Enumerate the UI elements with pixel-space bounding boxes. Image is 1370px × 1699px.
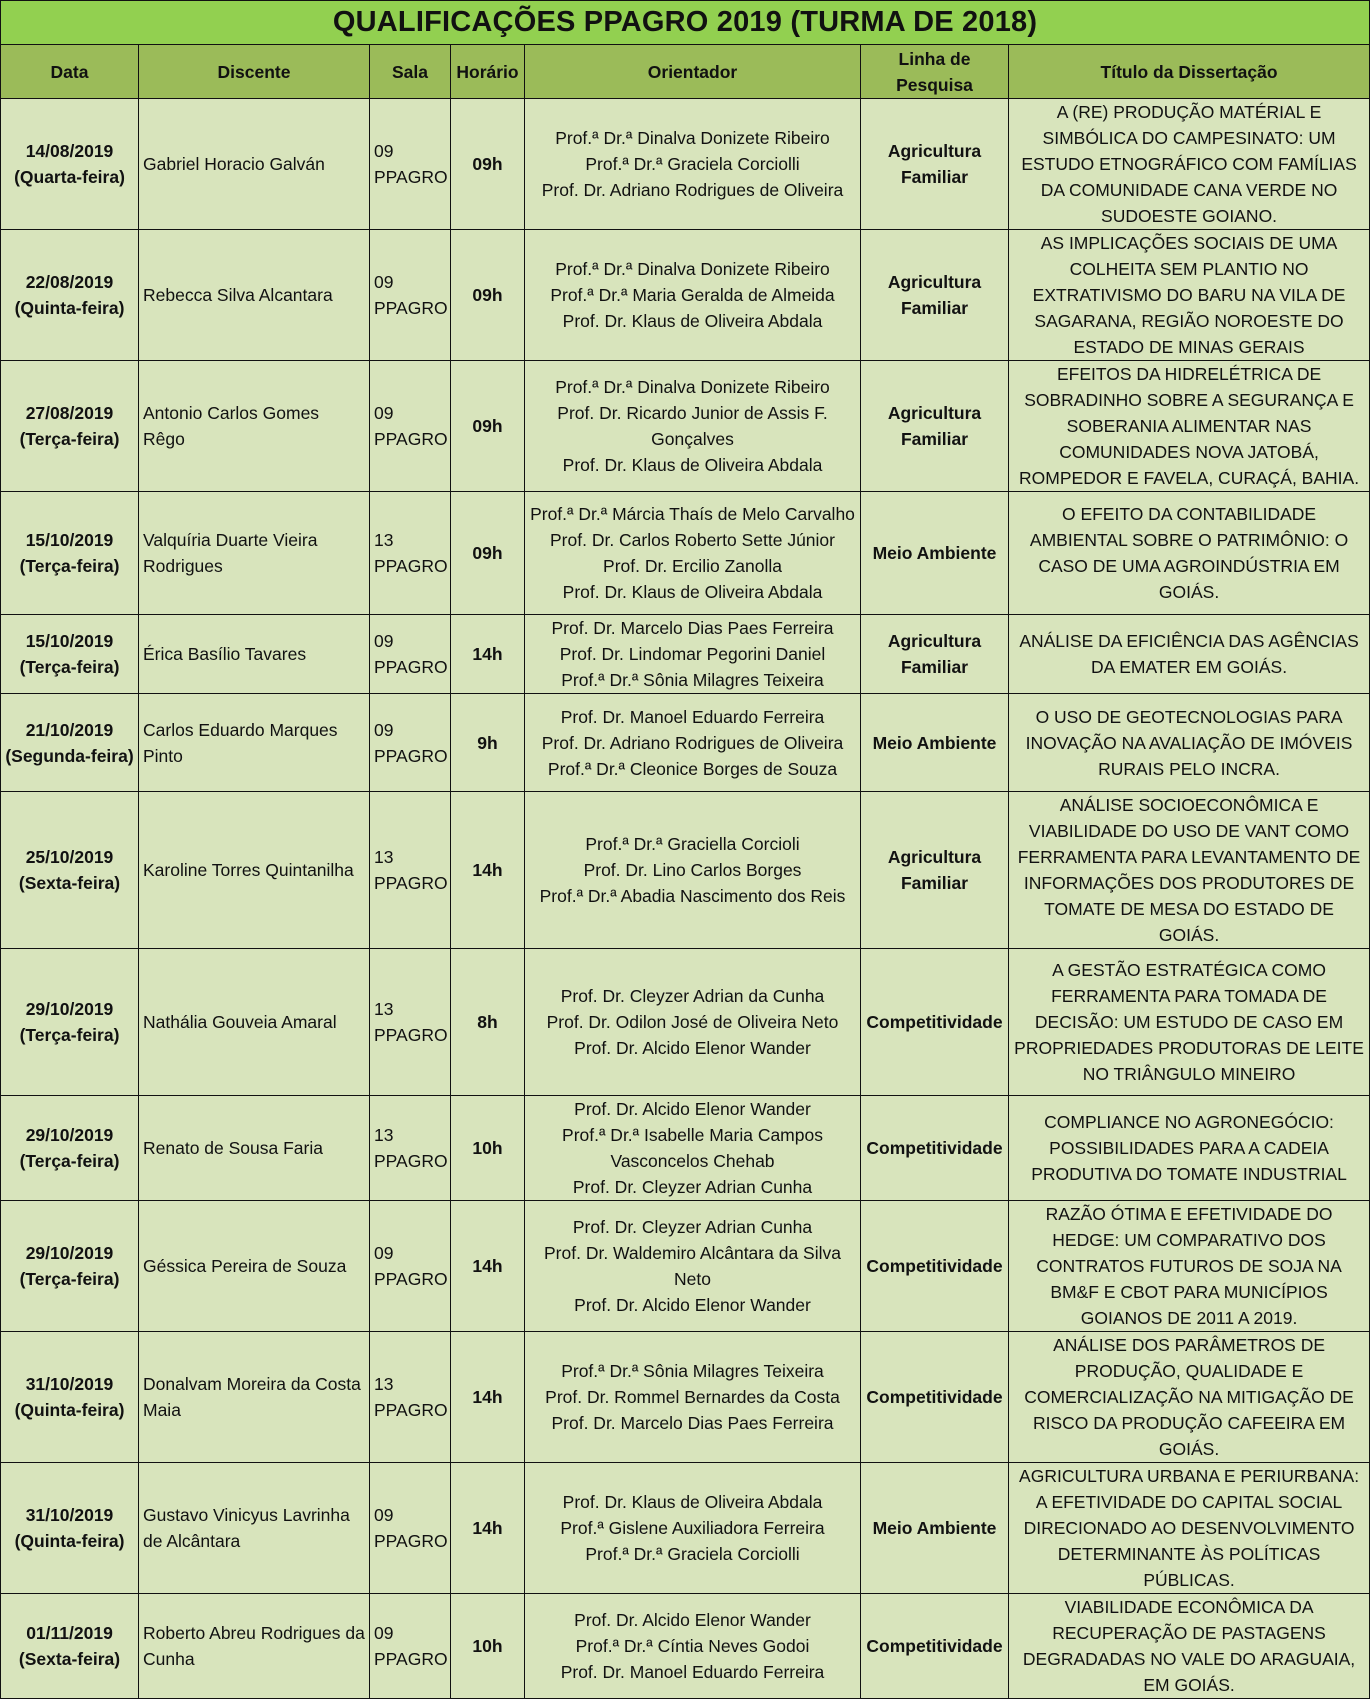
time-cell: [451, 230, 525, 361]
research-line: Meio Ambiente: [872, 1518, 997, 1538]
student-name: Karoline Torres Quintanilha: [143, 860, 354, 880]
time-value: 8h: [477, 1012, 498, 1032]
research-line-2: Familiar: [900, 167, 969, 187]
date-value: 15/10/2019: [25, 530, 114, 550]
weekday-value: (Segunda-feira): [5, 745, 134, 766]
student-name: Géssica Pereira de Souza: [143, 1256, 347, 1276]
time-value: 9h: [477, 732, 498, 753]
advisor-name: Prof.ª Dr.ª Graciela Corciolli: [585, 1544, 800, 1564]
advisor-name: Prof. Dr. Ercilio Zanolla: [603, 556, 782, 576]
student-name: Valquíria Duarte Vieira Rodrigues: [143, 530, 318, 576]
advisor-name: Prof. Dr. Klaus de Oliveira Abdala: [562, 311, 823, 331]
research-line: Agricultura: [887, 631, 982, 651]
research-line-cell: [861, 1463, 1009, 1594]
header-row: [1, 45, 1370, 99]
room-cell: [370, 792, 451, 949]
research-line-cell: [861, 230, 1009, 361]
room-number: 09: [374, 1243, 394, 1263]
advisor-name: Prof. Dr. Adriano Rodrigues de Oliveira: [541, 180, 844, 200]
advisor-name: Prof.ª Dr.ª Cleonice Borges de Souza: [547, 758, 838, 779]
table-row: [1, 99, 1370, 230]
research-line: Agricultura: [887, 141, 982, 161]
advisor-name: Prof. Dr. Ricardo Junior de Assis F. Gonçalves: [557, 403, 828, 449]
research-line: Meio Ambiente: [872, 732, 997, 753]
table-row: [1, 361, 1370, 492]
research-line: Competitividade: [866, 1012, 1003, 1032]
room-number: 09: [374, 719, 394, 740]
advisor-name: Prof. Dr. Manoel Eduardo Ferreira: [560, 706, 825, 727]
room-name: PPAGRO: [374, 873, 448, 893]
room-number: 13: [374, 1125, 394, 1145]
table-row: [1, 492, 1370, 615]
thesis-cell: [1009, 230, 1370, 361]
research-line: Agricultura: [887, 272, 982, 292]
advisors-cell: [525, 1594, 861, 1699]
time-value: 10h: [472, 1138, 503, 1158]
table-row: [1, 949, 1370, 1096]
room-cell: [370, 99, 451, 230]
student-name: Rebecca Silva Alcantara: [143, 285, 333, 305]
date-value: 31/10/2019: [25, 1505, 114, 1525]
research-line-cell: [861, 694, 1009, 792]
advisor-name: Prof. Dr. Cleyzer Adrian Cunha: [572, 1217, 813, 1237]
time-cell: [451, 1201, 525, 1332]
time-value: 14h: [472, 644, 503, 664]
advisor-name: Prof. Dr. Cleyzer Adrian da Cunha: [560, 986, 825, 1006]
advisor-name: Prof. Dr. Manoel Eduardo Ferreira: [560, 1662, 825, 1682]
research-line: Competitividade: [866, 1138, 1003, 1158]
advisors-cell: [525, 949, 861, 1096]
room-cell: [370, 1594, 451, 1699]
room-name: PPAGRO: [374, 298, 448, 318]
research-line-cell: [861, 361, 1009, 492]
research-line-2: Familiar: [900, 429, 969, 449]
student-name: Roberto Abreu Rodrigues da Cunha: [143, 1623, 365, 1669]
time-cell: [451, 99, 525, 230]
advisor-name: Prof. Dr. Waldemiro Alcântara da Silva Neto: [544, 1243, 841, 1289]
research-line: Agricultura: [887, 403, 982, 423]
student-cell: [139, 792, 370, 949]
room-number: 09: [374, 272, 394, 292]
time-cell: [451, 1096, 525, 1201]
room-name: PPAGRO: [374, 1531, 448, 1551]
room-cell: [370, 492, 451, 615]
room-number: 09: [374, 1505, 394, 1525]
advisor-name: Prof.ª Dr.ª Dinalva Donizete Ribeiro: [555, 128, 830, 148]
advisor-name: Prof.ª Gislene Auxiliadora Ferreira: [560, 1518, 825, 1538]
table-row: [1, 615, 1370, 694]
room-name: PPAGRO: [374, 745, 448, 766]
date-value: 22/08/2019: [25, 272, 114, 292]
date-cell: [1, 1096, 139, 1201]
student-name: Gustavo Vinicyus Lavrinha de Alcântara: [143, 1505, 350, 1551]
time-cell: [451, 1332, 525, 1463]
thesis-cell: [1009, 492, 1370, 615]
thesis-cell: [1009, 615, 1370, 694]
advisors-cell: [525, 1096, 861, 1201]
thesis-cell: [1009, 1463, 1370, 1594]
table-row: [1, 792, 1370, 949]
table-row: [1, 694, 1370, 792]
advisors-cell: [525, 1463, 861, 1594]
advisors-cell: [525, 492, 861, 615]
thesis-title: A GESTÃO ESTRATÉGICA COMO FERRAMENTA PARA TOMADA DE DECISÃO: UM ESTUDO DE CASO EM PROPRIEDADES PRODUTORAS DE LEITE NO TRIÂNGULO MINEIRO: [1014, 960, 1364, 1084]
research-line: Competitividade: [866, 1387, 1003, 1407]
time-cell: [451, 1463, 525, 1594]
weekday-value: (Terça-feira): [19, 429, 120, 449]
weekday-value: (Quinta-feira): [14, 1400, 125, 1420]
advisors-cell: [525, 99, 861, 230]
weekday-value: (Quinta-feira): [14, 1531, 125, 1551]
thesis-title: ANÁLISE DOS PARÂMETROS DE PRODUÇÃO, QUALIDADE E COMERCIALIZAÇÃO NA MITIGAÇÃO DE RISCO DA PRODUÇÃO CAFEEIRA EM GOIÁS.: [1024, 1335, 1354, 1459]
time-value: 10h: [472, 1636, 503, 1656]
thesis-cell: [1009, 1201, 1370, 1332]
student-cell: [139, 361, 370, 492]
advisor-name: Prof. Dr. Alcido Elenor Wander: [574, 1038, 811, 1058]
room-name: PPAGRO: [374, 556, 448, 576]
room-number: 09: [374, 403, 394, 423]
time-value: 09h: [472, 154, 503, 174]
date-value: 27/08/2019: [25, 403, 114, 423]
research-line: Agricultura: [887, 847, 982, 867]
time-value: 14h: [472, 860, 503, 880]
room-number: 09: [374, 1623, 394, 1643]
time-value: 14h: [472, 1518, 503, 1538]
time-cell: [451, 361, 525, 492]
date-value: 14/08/2019: [25, 141, 114, 161]
research-line-cell: [861, 1201, 1009, 1332]
date-cell: [1, 99, 139, 230]
date-value: 25/10/2019: [25, 847, 114, 867]
student-cell: [139, 1096, 370, 1201]
advisor-name: Prof. Dr. Odilon José de Oliveira Neto: [546, 1012, 839, 1032]
room-name: PPAGRO: [374, 429, 448, 449]
date-value: 29/10/2019: [25, 999, 114, 1019]
advisor-name: Prof. Dr. Klaus de Oliveira Abdala: [562, 1492, 823, 1512]
time-cell: [451, 1594, 525, 1699]
student-name: Érica Basílio Tavares: [143, 644, 307, 664]
date-cell: [1, 230, 139, 361]
date-cell: [1, 1594, 139, 1699]
advisor-name: Prof.ª Dr.ª Graciella Corcioli: [585, 834, 800, 854]
advisor-name: Prof. Dr. Lino Carlos Borges: [583, 860, 802, 880]
student-cell: [139, 1594, 370, 1699]
weekday-value: (Quarta-feira): [14, 167, 125, 187]
research-line-2: Familiar: [900, 298, 969, 318]
date-value: 29/10/2019: [25, 1243, 114, 1263]
thesis-title: O EFEITO DA CONTABILIDADE AMBIENTAL SOBRE O PATRIMÔNIO: O CASO DE UMA AGROINDÚSTRIA EM GOIÁS.: [1029, 504, 1349, 602]
thesis-cell: [1009, 949, 1370, 1096]
research-line-cell: [861, 615, 1009, 694]
advisor-name: Prof. Dr. Cleyzer Adrian Cunha: [572, 1177, 813, 1197]
advisor-name: Prof.ª Dr.ª Sônia Milagres Teixeira: [561, 1361, 824, 1381]
advisor-name: Prof. Dr. Klaus de Oliveira Abdala: [562, 455, 823, 475]
header-horario: Horário: [451, 45, 525, 99]
room-cell: [370, 1463, 451, 1594]
student-cell: [139, 99, 370, 230]
room-name: PPAGRO: [374, 1400, 448, 1420]
advisor-name: Prof.ª Dr.ª Cíntia Neves Godoi: [575, 1636, 810, 1656]
date-cell: [1, 949, 139, 1096]
header-data: Data: [1, 45, 139, 99]
table-row: [1, 1201, 1370, 1332]
advisor-name: Prof.ª Dr.ª Dinalva Donizete Ribeiro: [555, 259, 830, 279]
thesis-title: ANÁLISE SOCIOECONÔMICA E VIABILIDADE DO USO DE VANT COMO FERRAMENTA PARA LEVANTAMENTO DE INFORMAÇÕES DOS PRODUTORES DE TOMATE DE MESA DO ESTADO DE GOIÁS.: [1017, 795, 1361, 945]
thesis-title: AGRICULTURA URBANA E PERIURBANA: A EFETIVIDADE DO CAPITAL SOCIAL DIRECIONADO AO DESENVOLVIMENTO DETERMINANTE ÀS POLÍTICAS PÚBLICAS.: [1019, 1466, 1360, 1590]
time-value: 09h: [472, 543, 503, 563]
date-cell: [1, 492, 139, 615]
research-line-cell: [861, 792, 1009, 949]
weekday-value: (Terça-feira): [19, 657, 120, 677]
room-number: 13: [374, 847, 394, 867]
room-name: PPAGRO: [374, 1649, 448, 1669]
date-value: 29/10/2019: [25, 1125, 114, 1145]
advisor-name: Prof. Dr. Marcelo Dias Paes Ferreira: [551, 618, 834, 638]
room-cell: [370, 1332, 451, 1463]
weekday-value: (Terça-feira): [19, 556, 120, 576]
weekday-value: (Sexta-feira): [18, 1649, 121, 1669]
student-cell: [139, 1201, 370, 1332]
table-body: [1, 99, 1370, 1699]
research-line-cell: [861, 1096, 1009, 1201]
date-cell: [1, 361, 139, 492]
room-cell: [370, 949, 451, 1096]
thesis-cell: [1009, 1096, 1370, 1201]
research-line: Meio Ambiente: [872, 543, 997, 563]
advisor-name: Prof. Dr. Lindomar Pegorini Daniel: [559, 644, 826, 664]
advisor-name: Prof. Dr. Klaus de Oliveira Abdala: [562, 582, 823, 602]
table-row: [1, 1096, 1370, 1201]
table-row: [1, 1332, 1370, 1463]
advisor-name: Prof. Dr. Alcido Elenor Wander: [574, 1295, 811, 1315]
advisor-name: Prof.ª Dr.ª Sônia Milagres Teixeira: [561, 670, 824, 690]
advisors-cell: [525, 361, 861, 492]
room-number: 13: [374, 530, 394, 550]
research-line-cell: [861, 492, 1009, 615]
advisor-name: Prof.ª Dr.ª Graciela Corciolli: [585, 154, 800, 174]
room-cell: [370, 230, 451, 361]
date-cell: [1, 694, 139, 792]
date-cell: [1, 1463, 139, 1594]
room-name: PPAGRO: [374, 1025, 448, 1045]
time-cell: [451, 615, 525, 694]
room-cell: [370, 1201, 451, 1332]
room-cell: [370, 615, 451, 694]
research-line-2: Familiar: [900, 873, 969, 893]
header-linha-line1: Linha de: [898, 48, 971, 69]
header-linha-pesquisa: [861, 45, 1009, 99]
thesis-title: RAZÃO ÓTIMA E EFETIVIDADE DO HEDGE: UM COMPARATIVO DOS CONTRATOS FUTUROS DE SOJA NA BM&F E CBOT PARA MUNICÍPIOS GOIANOS DE 2011 A 2019.: [1036, 1204, 1342, 1328]
header-sala: Sala: [370, 45, 451, 99]
table-row: [1, 1463, 1370, 1594]
advisors-cell: [525, 1201, 861, 1332]
student-cell: [139, 1332, 370, 1463]
time-cell: [451, 492, 525, 615]
thesis-title: ANÁLISE DA EFICIÊNCIA DAS AGÊNCIAS DA EMATER EM GOIÁS.: [1019, 631, 1359, 677]
thesis-cell: [1009, 1332, 1370, 1463]
advisor-name: Prof.ª Dr.ª Maria Geralda de Almeida: [550, 285, 835, 305]
research-line-2: Familiar: [900, 657, 969, 677]
room-number: 09: [374, 631, 394, 651]
time-value: 09h: [472, 285, 503, 305]
thesis-title: AS IMPLICAÇÕES SOCIAIS DE UMA COLHEITA SEM PLANTIO NO EXTRATIVISMO DO BARU NA VILA DE SAGARANA, REGIÃO NOROESTE DO ESTADO DE MINAS GERAIS: [1032, 233, 1346, 357]
thesis-cell: [1009, 361, 1370, 492]
student-name: Renato de Sousa Faria: [143, 1138, 323, 1158]
student-name: Antonio Carlos Gomes Rêgo: [143, 403, 320, 449]
research-line: Competitividade: [866, 1636, 1003, 1656]
date-cell: [1, 1201, 139, 1332]
room-number: 09: [374, 141, 394, 161]
advisor-name: Prof. Dr. Marcelo Dias Paes Ferreira: [551, 1413, 834, 1433]
date-value: 21/10/2019: [25, 719, 114, 740]
thesis-title: EFEITOS DA HIDRELÉTRICA DE SOBRADINHO SOBRE A SEGURANÇA E SOBERANIA ALIMENTAR NAS COMUNIDADES NOVA JATOBÁ, ROMPEDOR E FAVELA, CURAÇÁ, BAHIA.: [1019, 364, 1360, 488]
time-cell: [451, 949, 525, 1096]
table-row: [1, 1594, 1370, 1699]
weekday-value: (Sexta-feira): [18, 873, 121, 893]
thesis-title: VIABILIDADE ECONÔMICA DA RECUPERAÇÃO DE PASTAGENS DEGRADADAS NO VALE DO ARAGUAIA, EM GOIÁS.: [1022, 1597, 1356, 1695]
advisors-cell: [525, 694, 861, 792]
student-name: Carlos Eduardo Marques Pinto: [143, 719, 338, 766]
room-name: PPAGRO: [374, 657, 448, 677]
date-cell: [1, 792, 139, 949]
weekday-value: (Terça-feira): [19, 1025, 120, 1045]
date-value: 01/11/2019: [26, 1623, 113, 1643]
room-name: PPAGRO: [374, 167, 448, 187]
advisor-name: Prof. Dr. Alcido Elenor Wander: [574, 1610, 811, 1630]
room-cell: [370, 361, 451, 492]
student-cell: [139, 492, 370, 615]
thesis-cell: [1009, 694, 1370, 792]
student-cell: [139, 230, 370, 361]
advisors-cell: [525, 230, 861, 361]
room-cell: [370, 1096, 451, 1201]
advisors-cell: [525, 1332, 861, 1463]
student-name: Gabriel Horacio Galván: [143, 154, 325, 174]
thesis-cell: [1009, 792, 1370, 949]
header-titulo: Título da Dissertação: [1009, 45, 1370, 99]
advisor-name: Prof.ª Dr.ª Isabelle Maria Campos Vasconcelos Chehab: [562, 1125, 823, 1171]
thesis-title: COMPLIANCE NO AGRONEGÓCIO: POSSIBILIDADES PARA A CADEIA PRODUTIVA DO TOMATE INDUSTRIAL: [1031, 1112, 1347, 1184]
student-name: Nathália Gouveia Amaral: [143, 1012, 337, 1032]
time-cell: [451, 694, 525, 792]
advisor-name: Prof.ª Dr.ª Márcia Thaís de Melo Carvalho: [530, 504, 855, 524]
thesis-title: O USO DE GEOTECNOLOGIAS PARA INOVAÇÃO NA AVALIAÇÃO DE IMÓVEIS RURAIS PELO INCRA.: [1025, 706, 1353, 779]
student-cell: [139, 615, 370, 694]
student-cell: [139, 1463, 370, 1594]
room-name: PPAGRO: [374, 1151, 448, 1171]
advisor-name: Prof.ª Dr.ª Abadia Nascimento dos Reis: [539, 886, 846, 906]
room-number: 13: [374, 1374, 394, 1394]
time-value: 14h: [472, 1256, 503, 1276]
thesis-cell: [1009, 1594, 1370, 1699]
date-value: 15/10/2019: [25, 631, 114, 651]
date-value: 31/10/2019: [25, 1374, 114, 1394]
student-name: Donalvam Moreira da Costa Maia: [143, 1374, 361, 1420]
advisor-name: Prof.ª Dr.ª Dinalva Donizete Ribeiro: [555, 377, 830, 397]
weekday-value: (Quinta-feira): [14, 298, 125, 318]
room-name: PPAGRO: [374, 1269, 448, 1289]
advisor-name: Prof. Dr. Alcido Elenor Wander: [574, 1099, 811, 1119]
weekday-value: (Terça-feira): [19, 1151, 120, 1171]
page-title: QUALIFICAÇÕES PPAGRO 2019 (TURMA DE 2018): [1, 1, 1370, 45]
header-orientador: Orientador: [525, 45, 861, 99]
advisor-name: Prof. Dr. Carlos Roberto Sette Júnior: [550, 530, 835, 550]
header-discente: Discente: [139, 45, 370, 99]
advisor-name: Prof. Dr. Rommel Bernardes da Costa: [545, 1387, 840, 1407]
research-line-cell: [861, 949, 1009, 1096]
student-cell: [139, 694, 370, 792]
time-value: 14h: [472, 1387, 503, 1407]
advisors-cell: [525, 792, 861, 949]
research-line: Competitividade: [866, 1256, 1003, 1276]
research-line-cell: [861, 99, 1009, 230]
room-cell: [370, 694, 451, 792]
thesis-cell: [1009, 99, 1370, 230]
advisor-name: Prof. Dr. Adriano Rodrigues de Oliveira: [541, 732, 844, 753]
time-value: 09h: [472, 416, 503, 436]
room-number: 13: [374, 999, 394, 1019]
header-linha-line2: Pesquisa: [896, 74, 973, 95]
time-cell: [451, 792, 525, 949]
research-line-cell: [861, 1332, 1009, 1463]
student-cell: [139, 949, 370, 1096]
weekday-value: (Terça-feira): [19, 1269, 120, 1289]
advisors-cell: [525, 615, 861, 694]
date-cell: [1, 1332, 139, 1463]
table-row: [1, 230, 1370, 361]
research-line-cell: [861, 1594, 1009, 1699]
thesis-title: A (RE) PRODUÇÃO MATÉRIAL E SIMBÓLICA DO CAMPESINATO: UM ESTUDO ETNOGRÁFICO COM FAMÍLIAS DA COMUNIDADE CANA VERDE NO SUDOESTE GOIANO.: [1021, 102, 1357, 226]
date-cell: [1, 615, 139, 694]
